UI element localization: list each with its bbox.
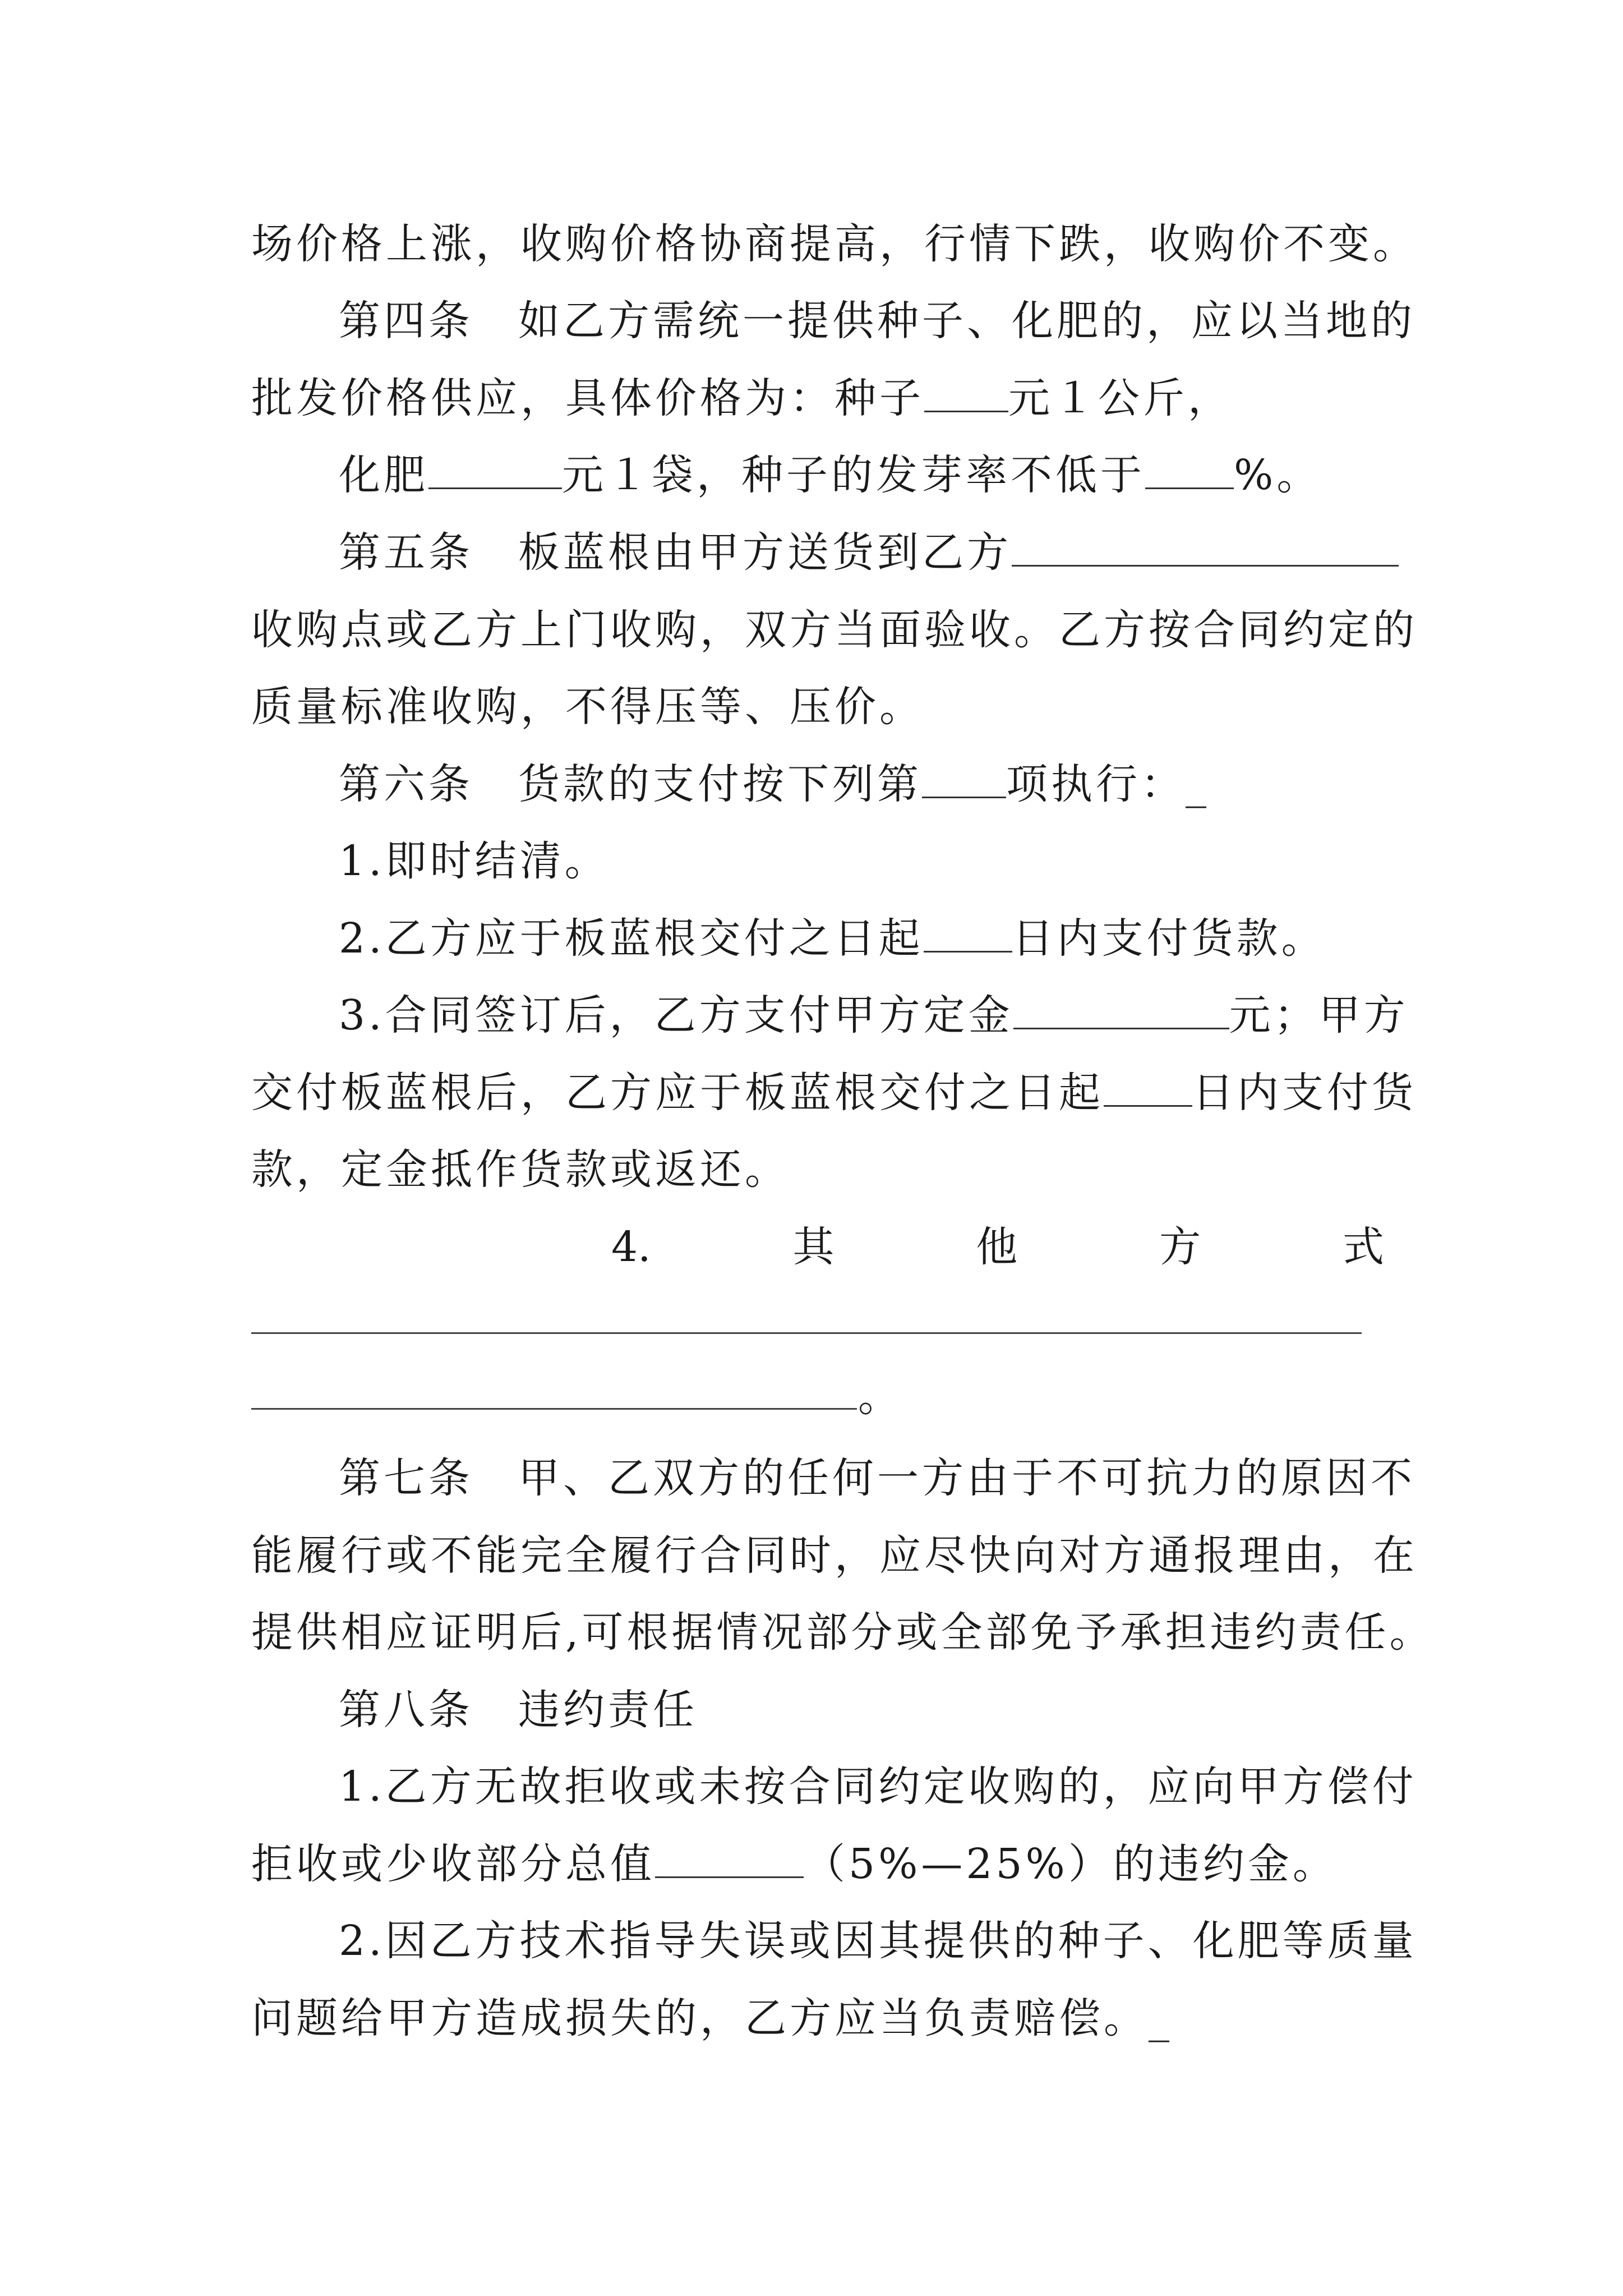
article-7 bbox=[339, 1450, 1415, 1506]
justified-char: 方 bbox=[1159, 1223, 1201, 1271]
text-line bbox=[251, 216, 1418, 272]
paragraph-text: 1.即时结清。 bbox=[339, 837, 610, 885]
justified-char: 他 bbox=[976, 1223, 1018, 1271]
paragraph-text: 货款的支付按下列第 bbox=[518, 760, 922, 808]
paragraph-text: 3.合同签订后，乙方支付甲方定金 bbox=[339, 991, 1013, 1039]
blank-field bbox=[1012, 530, 1399, 567]
text-line bbox=[339, 447, 1321, 503]
paragraph-text: 场价格上涨，收购价格协商提高，行情下跌，收购价不变。 bbox=[251, 220, 1418, 268]
blank-field bbox=[1104, 1070, 1192, 1107]
paragraph-text: 问题给甲方造成损失的，乙方应当负责赔偿。_ bbox=[251, 1994, 1173, 2042]
article-6 bbox=[339, 756, 1210, 812]
blank-rule bbox=[251, 1332, 1362, 1334]
list-item bbox=[339, 1759, 1417, 1815]
article-title: 第七条 bbox=[339, 1454, 473, 1502]
article-title: 第四条 bbox=[339, 297, 473, 345]
list-item-4 bbox=[611, 1219, 1384, 1275]
article-title: 第五条 bbox=[339, 528, 473, 577]
blank-field bbox=[922, 762, 1006, 798]
article-4 bbox=[339, 293, 1415, 349]
text-line bbox=[251, 1604, 1435, 1660]
text-line bbox=[251, 1142, 790, 1198]
paragraph-text: 元１袋，种子的发芽率不低于 bbox=[562, 451, 1145, 499]
text-line bbox=[251, 679, 924, 735]
paragraph-text: 化肥 bbox=[339, 451, 428, 499]
paragraph-text: 元；甲方 bbox=[1229, 991, 1409, 1039]
paragraph-text: 收购点或乙方上门收购，双方当面验收。乙方按合同约定的 bbox=[251, 606, 1418, 654]
paragraph-text: 交付板蓝根后，乙方应于板蓝根交付之日起 bbox=[251, 1069, 1104, 1117]
article-5 bbox=[339, 524, 1399, 581]
paragraph-text: 如乙方需统一提供种子、化肥的，应以当地的 bbox=[518, 297, 1415, 345]
paragraph-text: 提供相应证明后,可根据情况部分或全部免予承担违约责任。 bbox=[251, 1608, 1435, 1657]
paragraph-text: 质量标准收购，不得压等、压价。 bbox=[251, 683, 924, 731]
list-item bbox=[339, 1913, 1417, 1969]
list-item bbox=[339, 833, 610, 889]
paragraph-text: 元１公斤， bbox=[1008, 374, 1233, 422]
paragraph-text: 日内支付货 bbox=[1192, 1069, 1417, 1117]
justified-char: 其 bbox=[792, 1223, 834, 1271]
paragraph-text: %。 bbox=[1234, 451, 1322, 499]
paragraph-text: 款，定金抵作货款或返还。 bbox=[251, 1145, 790, 1194]
text-line bbox=[251, 602, 1418, 658]
justified-char: 式 bbox=[1342, 1223, 1384, 1271]
justified-char: 4. bbox=[611, 1223, 651, 1271]
text-line bbox=[251, 370, 1233, 426]
blank-field bbox=[924, 916, 1012, 953]
text-line bbox=[251, 1836, 1338, 1892]
blank-field bbox=[655, 1842, 804, 1878]
paragraph-text: 项执行：_ bbox=[1006, 760, 1210, 808]
paragraph-text: 板蓝根由甲方送货到乙方 bbox=[518, 528, 1012, 577]
paragraph-text: 1.乙方无故拒收或未按合同约定收购的，应向甲方偿付 bbox=[339, 1763, 1417, 1811]
list-item bbox=[339, 987, 1409, 1043]
paragraph-text: 甲、乙双方的任何一方由于不可抗力的原因不 bbox=[518, 1454, 1415, 1502]
list-item bbox=[339, 910, 1326, 967]
paragraph-text: 违约责任 bbox=[518, 1686, 698, 1734]
blank-field bbox=[924, 376, 1008, 412]
paragraph-text: （5%—25%）的违约金。 bbox=[804, 1840, 1338, 1888]
paragraph-text: 2.因乙方技术指导失误或因其提供的种子、化肥等质量 bbox=[339, 1917, 1417, 1965]
paragraph-text: 能履行或不能完全履行合同时，应尽快向对方通报理由，在 bbox=[251, 1531, 1418, 1580]
blank-field bbox=[1145, 453, 1234, 489]
blank-field bbox=[428, 453, 562, 489]
paragraph-text: 批发价格供应，具体价格为：种子 bbox=[251, 374, 924, 422]
text-line bbox=[251, 1527, 1418, 1584]
blank-field bbox=[1013, 993, 1229, 1029]
article-title: 第六条 bbox=[339, 760, 473, 808]
article-8 bbox=[339, 1682, 698, 1738]
paragraph-text: 拒收或少收部分总值 bbox=[251, 1840, 655, 1888]
text-line bbox=[251, 1990, 1173, 2046]
paragraph-text: 2.乙方应于板蓝根交付之日起 bbox=[339, 914, 924, 963]
article-title: 第八条 bbox=[339, 1686, 473, 1734]
text-line bbox=[251, 1065, 1417, 1121]
paragraph-text: 。 bbox=[858, 1373, 900, 1421]
paragraph-text: 日内支付货款。 bbox=[1012, 914, 1326, 963]
blank-rule bbox=[251, 1408, 857, 1410]
